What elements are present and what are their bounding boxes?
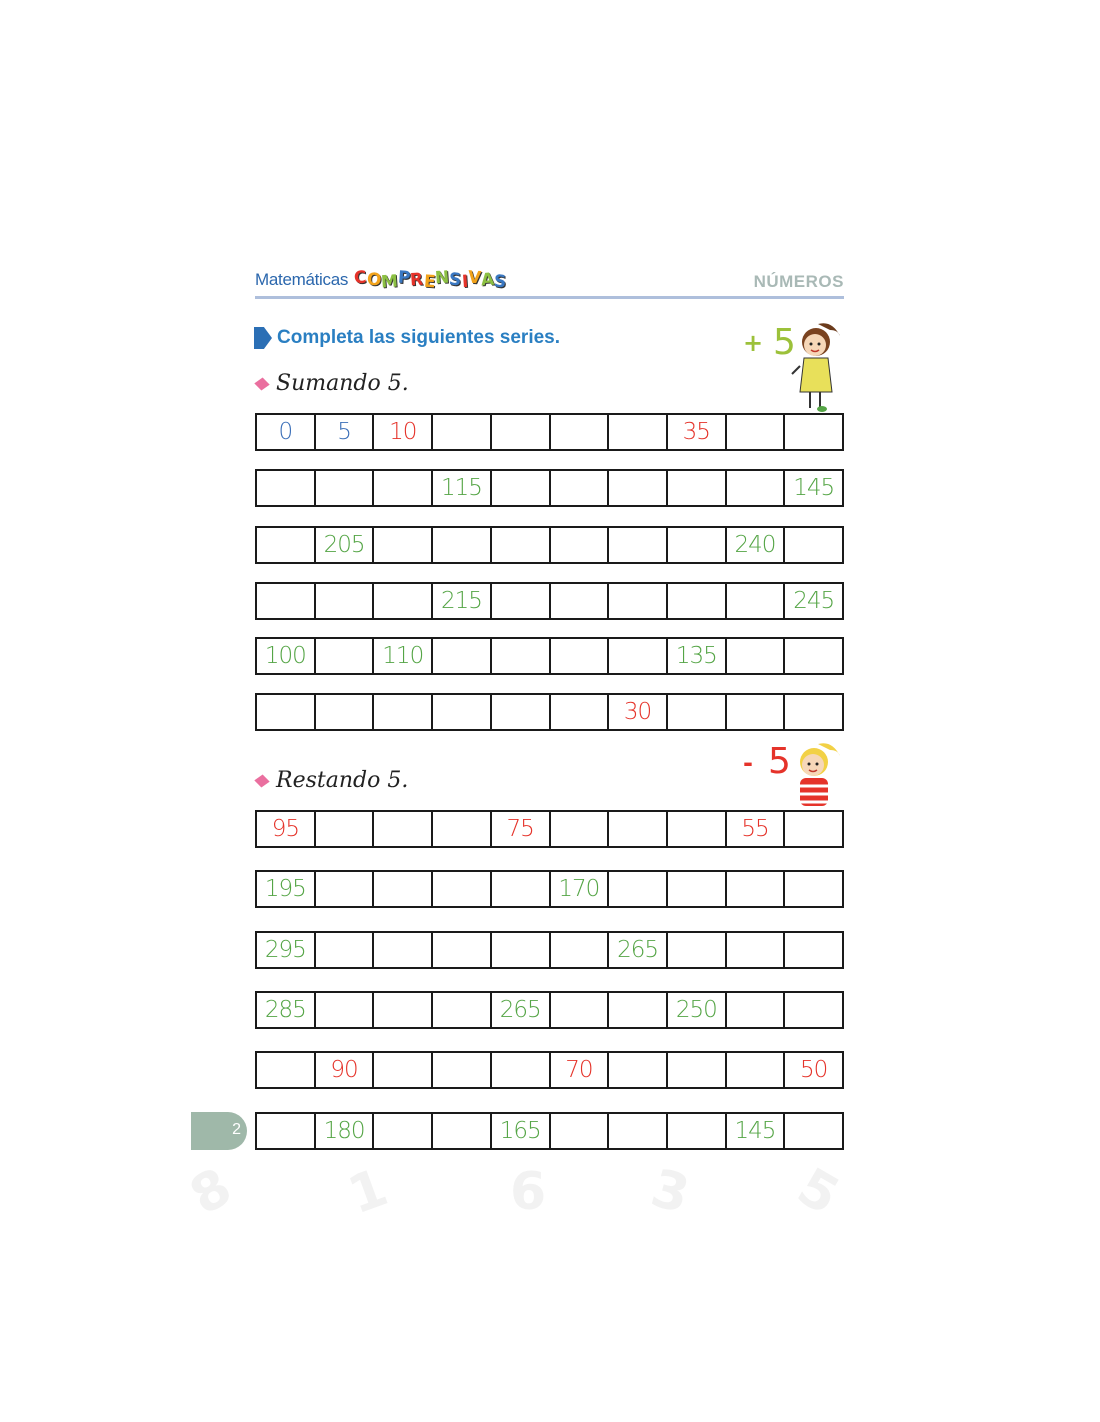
brand-logo-letter: E <box>422 271 436 293</box>
brand-logo-letter: O <box>365 269 382 291</box>
series-cell-blank[interactable] <box>316 471 375 505</box>
series-cell-blank[interactable] <box>492 872 551 906</box>
series-cell-blank[interactable] <box>316 993 375 1027</box>
brand-word: Matemáticas <box>255 270 349 289</box>
series-cell-blank[interactable] <box>492 695 551 729</box>
page-number-tab <box>191 1112 247 1150</box>
series-cell-blank[interactable] <box>668 584 727 618</box>
decorative-digit: 6 <box>510 1162 547 1222</box>
series-cell-blank[interactable] <box>374 812 433 846</box>
series-cell-given: 70 <box>551 1053 610 1087</box>
series-cell-blank[interactable] <box>374 872 433 906</box>
series-cell-blank[interactable] <box>727 471 786 505</box>
series-row <box>255 1051 844 1089</box>
series-cell-given: 240 <box>727 528 786 562</box>
series-cell-given: 5 <box>316 415 375 449</box>
series-cell-blank[interactable] <box>257 1053 316 1087</box>
series-row <box>255 870 844 908</box>
series-cell-blank[interactable] <box>727 415 786 449</box>
series-cell-given: 95 <box>257 812 316 846</box>
series-cell-given: 295 <box>257 933 316 967</box>
series-cell-blank[interactable] <box>257 695 316 729</box>
series-cell-given: 205 <box>316 528 375 562</box>
series-cell-blank[interactable] <box>551 1114 610 1148</box>
subtitle-sumando <box>257 371 409 396</box>
series-cell-blank[interactable] <box>374 528 433 562</box>
series-cell-blank[interactable] <box>492 528 551 562</box>
series-row <box>255 582 844 620</box>
series-cell-blank[interactable] <box>609 1114 668 1148</box>
series-cell-blank[interactable] <box>727 1053 786 1087</box>
series-cell-blank[interactable] <box>785 528 842 562</box>
series-cell-blank[interactable] <box>785 933 842 967</box>
series-cell-blank[interactable] <box>374 933 433 967</box>
series-cell-blank[interactable] <box>609 528 668 562</box>
series-cell-given: 75 <box>492 812 551 846</box>
decorative-digit: 1 <box>340 1157 396 1227</box>
series-cell-given: 265 <box>609 933 668 967</box>
series-cell-blank[interactable] <box>785 872 842 906</box>
series-cell-blank[interactable] <box>374 695 433 729</box>
series-cell-blank[interactable] <box>668 812 727 846</box>
brand-logo-letter: M <box>380 271 399 293</box>
series-cell-blank[interactable] <box>433 933 492 967</box>
series-cell-blank[interactable] <box>374 584 433 618</box>
brand-logo-letter: R <box>409 269 425 291</box>
brand-logo-letter: S <box>493 271 508 293</box>
series-cell-blank[interactable] <box>433 993 492 1027</box>
series-cell-blank[interactable] <box>609 1053 668 1087</box>
series-cell-given: 10 <box>374 415 433 449</box>
subtitle-text: Sumando 5. <box>276 371 409 396</box>
page-number: 2 <box>232 1121 241 1138</box>
brand-logo-letter: V <box>467 267 482 289</box>
series-row <box>255 931 844 969</box>
series-cell-given: 90 <box>316 1053 375 1087</box>
series-cell-blank[interactable] <box>374 993 433 1027</box>
series-cell-given: 170 <box>551 872 610 906</box>
decorative-digit: 3 <box>644 1158 696 1226</box>
series-cell-blank[interactable] <box>433 415 492 449</box>
series-cell-blank[interactable] <box>316 933 375 967</box>
series-cell-blank[interactable] <box>727 639 786 673</box>
series-cell-blank[interactable] <box>668 933 727 967</box>
series-cell-blank[interactable] <box>316 812 375 846</box>
series-cell-blank[interactable] <box>492 639 551 673</box>
series-cell-blank[interactable] <box>609 584 668 618</box>
series-cell-blank[interactable] <box>433 528 492 562</box>
decorative-digit: 5 <box>787 1156 849 1228</box>
brand-logo-letter: A <box>480 269 495 291</box>
series-cell-blank[interactable] <box>668 528 727 562</box>
diamond-bullet-icon <box>254 774 269 787</box>
series-cell-blank[interactable] <box>785 695 842 729</box>
series-cell-blank[interactable] <box>374 1114 433 1148</box>
series-cell-blank[interactable] <box>727 993 786 1027</box>
operator-sign-minus: - <box>743 749 753 777</box>
series-cell-given: 145 <box>793 475 835 501</box>
series-cell-blank[interactable] <box>374 1053 433 1087</box>
series-cell-given: 165 <box>492 1114 551 1148</box>
section-title: NÚMEROS <box>753 272 844 291</box>
series-row <box>255 526 844 564</box>
operator-number-plus: 5 <box>773 322 796 363</box>
girl-illustration-icon <box>788 740 844 812</box>
series-cell-blank[interactable] <box>785 812 842 846</box>
series-cell-blank[interactable] <box>257 1114 316 1148</box>
series-cell-blank[interactable] <box>727 872 786 906</box>
series-row <box>255 991 844 1029</box>
series-cell-blank[interactable] <box>433 639 492 673</box>
brand-logo-letter: S <box>448 269 463 291</box>
series-cell-blank[interactable] <box>668 471 727 505</box>
series-cell-blank[interactable] <box>316 584 375 618</box>
series-cell-given: 30 <box>609 695 668 729</box>
series-cell-given: 110 <box>374 639 433 673</box>
brand-logo <box>353 267 508 293</box>
series-cell-blank[interactable] <box>257 584 316 618</box>
series-cell-blank[interactable] <box>727 695 786 729</box>
series-cell-given: 265 <box>492 993 551 1027</box>
series-cell-blank[interactable] <box>316 639 375 673</box>
series-cell-blank[interactable] <box>727 584 786 618</box>
brand-logo-letter: I <box>460 271 469 293</box>
series-cell-given: 285 <box>257 993 316 1027</box>
series-cell-given: 250 <box>668 993 727 1027</box>
series-cell-blank[interactable] <box>492 415 551 449</box>
series-cell-blank[interactable] <box>609 872 668 906</box>
series-row <box>255 469 844 507</box>
series-row <box>255 1112 844 1150</box>
series-cell-blank[interactable] <box>551 933 610 967</box>
brand-logo-letter: N <box>434 267 451 289</box>
series-cell-blank[interactable] <box>257 528 316 562</box>
series-cell-blank[interactable] <box>609 415 668 449</box>
series-cell-blank[interactable] <box>316 872 375 906</box>
series-row <box>255 413 844 451</box>
series-cell-blank[interactable] <box>551 471 610 505</box>
series-row <box>255 693 844 731</box>
series-cell-blank[interactable] <box>668 1053 727 1087</box>
series-cell-blank[interactable] <box>492 1053 551 1087</box>
subtitle-text: Restando 5. <box>276 768 409 793</box>
series-cell-given: 115 <box>433 471 492 505</box>
series-cell-given: 35 <box>668 415 727 449</box>
brand-logo-letter: C <box>353 267 368 289</box>
series-row <box>255 810 844 848</box>
series-cell-blank[interactable] <box>492 584 551 618</box>
series-cell-blank[interactable] <box>257 471 316 505</box>
series-cell-blank[interactable] <box>433 695 492 729</box>
series-cell-given: 0 <box>257 415 316 449</box>
series-cell-blank[interactable] <box>433 812 492 846</box>
series-cell-blank[interactable] <box>609 993 668 1027</box>
series-cell-blank[interactable] <box>785 639 842 673</box>
series-cell-blank[interactable] <box>433 872 492 906</box>
series-cell-blank[interactable] <box>727 933 786 967</box>
subtitle-restando <box>257 768 408 793</box>
page-header <box>255 266 844 299</box>
series-cell-blank[interactable] <box>609 639 668 673</box>
arrow-marker-icon <box>254 327 272 349</box>
series-cell-blank[interactable] <box>433 1114 492 1148</box>
decorative-digit: 8 <box>180 1156 242 1228</box>
series-cell-blank[interactable] <box>374 471 433 505</box>
series-cell-given: 245 <box>793 588 835 614</box>
series-cell-blank[interactable] <box>551 528 610 562</box>
series-cell-blank[interactable] <box>785 415 842 449</box>
series-row <box>255 637 844 675</box>
instruction-text: Completa las siguientes series. <box>277 327 561 348</box>
series-cell-given: 55 <box>727 812 786 846</box>
operator-number-minus: 5 <box>768 741 791 782</box>
instruction <box>254 327 560 349</box>
series-cell-blank[interactable] <box>551 639 610 673</box>
brand-logo-letter: P <box>397 267 412 289</box>
series-cell-given: 145 <box>727 1114 786 1148</box>
series-cell-blank[interactable] <box>609 471 668 505</box>
series-cell-given: 180 <box>316 1114 375 1148</box>
series-cell-blank[interactable] <box>316 695 375 729</box>
series-cell-blank[interactable] <box>609 812 668 846</box>
series-cell-blank[interactable] <box>492 933 551 967</box>
series-cell-blank[interactable] <box>551 812 610 846</box>
operator-sign-plus: + <box>743 329 764 357</box>
diamond-bullet-icon <box>254 377 269 390</box>
series-cell-blank[interactable] <box>668 1114 727 1148</box>
series-cell-blank[interactable] <box>551 993 610 1027</box>
series-cell-given: 195 <box>257 872 316 906</box>
series-cell-given: 215 <box>433 584 492 618</box>
series-cell-blank[interactable] <box>551 415 610 449</box>
series-cell-blank[interactable] <box>433 1053 492 1087</box>
series-cell-blank[interactable] <box>551 584 610 618</box>
series-cell-blank[interactable] <box>785 1114 842 1148</box>
series-cell-given: 135 <box>668 639 727 673</box>
series-cell-blank[interactable] <box>785 993 842 1027</box>
series-cell-blank[interactable] <box>668 872 727 906</box>
series-cell-blank[interactable] <box>551 695 610 729</box>
brand <box>255 267 508 293</box>
series-cell-given: 50 <box>800 1057 828 1083</box>
girl-illustration-icon <box>788 320 844 414</box>
series-cell-given: 100 <box>257 639 316 673</box>
series-cell-blank[interactable] <box>668 695 727 729</box>
series-cell-blank[interactable] <box>492 471 551 505</box>
